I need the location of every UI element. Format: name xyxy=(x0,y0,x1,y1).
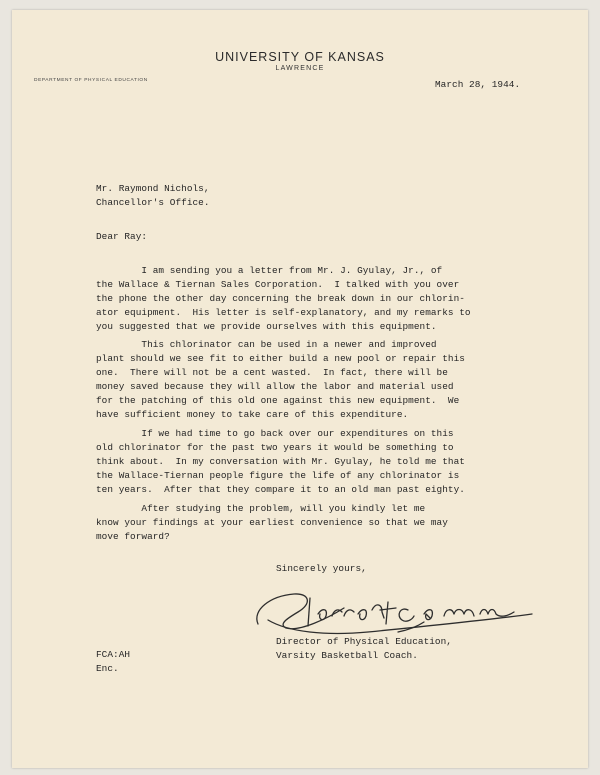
paragraph-line: one. There will not be a cent wasted. In fact, there will be xyxy=(96,367,448,378)
paragraph-line: plant should we see fit to either build a new pool or repair this xyxy=(96,353,465,364)
closing: Sincerely yours, xyxy=(276,563,367,574)
paragraph-line: the Wallace & Tiernan Sales Corporation. I talked with you over xyxy=(96,279,460,290)
letterhead-university: UNIVERSITY OF KANSAS xyxy=(215,50,385,64)
paragraph-line: for the patching of this old one against this new equipment. We xyxy=(96,395,460,406)
letter-date: March 28, 1944. xyxy=(435,79,521,90)
paragraph-line: move forward? xyxy=(96,531,170,542)
paragraph-4 xyxy=(96,503,448,547)
signature xyxy=(248,580,538,640)
paragraph-line: This chlorinator can be used in a newer and improved xyxy=(96,339,437,350)
paragraph-line: If we had time to go back over our expenditures on this xyxy=(96,428,454,439)
paragraph-line: After studying the problem, will you kindly let me xyxy=(96,503,426,514)
paragraph-line: I am sending you a letter from Mr. J. Gyulay, Jr., of xyxy=(96,265,443,276)
paragraph-line: old chlorinator for the past two years it would be something to xyxy=(96,442,454,453)
paragraph-line: money saved because they will allow the labor and material used xyxy=(96,381,454,392)
paragraph-3 xyxy=(96,428,465,495)
recipient-office: Chancellor's Office. xyxy=(96,197,210,208)
letterhead-department: DEPARTMENT OF PHYSICAL EDUCATION xyxy=(34,78,148,83)
recipient-name: Mr. Raymond Nichols, xyxy=(96,183,210,194)
reference-initials: FCA:AH xyxy=(96,649,131,660)
paragraph-line: know your findings at your earliest convenience so that we may xyxy=(96,517,448,528)
salutation: Dear Ray: xyxy=(96,231,148,242)
paragraph-line: think about. In my conversation with Mr. Gyulay, he told me that xyxy=(96,456,465,467)
paragraph-1 xyxy=(96,265,471,332)
paragraph-line: you suggested that we provide ourselves with this equipment. xyxy=(96,321,437,332)
enclosure-note: Enc. xyxy=(96,663,119,674)
paragraph-2 xyxy=(96,339,465,420)
signer-title-1: Director of Physical Education, xyxy=(276,636,452,647)
paragraph-line: ten years. After that they compare it to an old man past eighty. xyxy=(96,484,465,495)
paragraph-line: the Wallace-Tiernan people figure the life of any chlorinator is xyxy=(96,470,460,481)
paragraph-line: ator equipment. His letter is self-explanatory, and my remarks to xyxy=(96,307,471,318)
paragraph-line: the phone the other day concerning the break down in our chlorin- xyxy=(96,293,465,304)
signer-title-2: Varsity Basketball Coach. xyxy=(276,650,418,661)
paragraph-line: have sufficient money to take care of this expenditure. xyxy=(96,409,409,420)
letterhead-city: LAWRENCE xyxy=(275,65,325,72)
